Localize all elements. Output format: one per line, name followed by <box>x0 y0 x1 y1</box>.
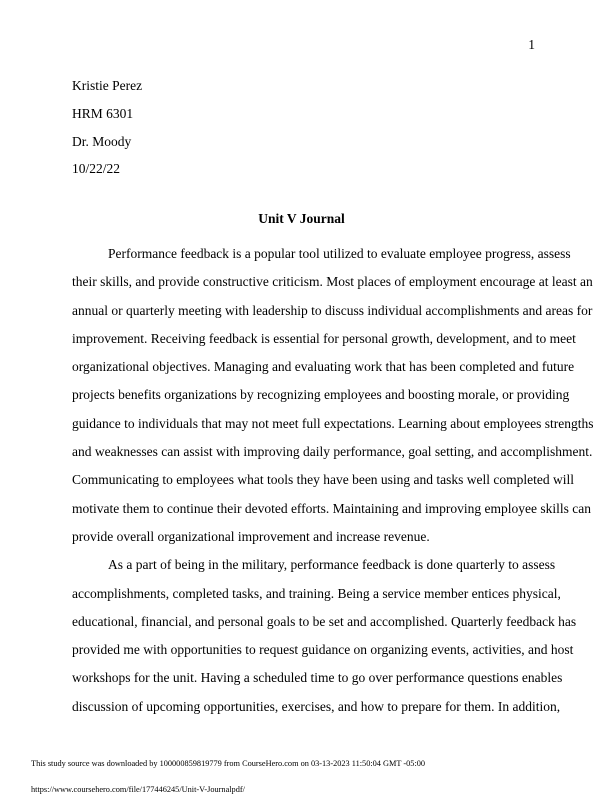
download-notice: This study source was downloaded by 100000859819779 from CourseHero.com on 03-13-2023 11:50:04 GMT -05:00 <box>31 759 426 768</box>
author-name: Kristie Perez <box>72 78 143 93</box>
text-line: Performance feedback is a popular tool utilized to evaluate employee progress, assess <box>108 246 571 261</box>
text-line: discussion of upcoming opportunities, exercises, and how to prepare for them. In addition, <box>72 698 561 714</box>
source-url: https://www.coursehero.com/file/177446245/Unit-V-Journalpdf/ <box>31 785 245 794</box>
text-line: As a part of being in the military, performance feedback is done quarterly to assess <box>108 557 556 573</box>
text-line: accomplishments, completed tasks, and training. Being a service member entices physical, <box>72 585 561 601</box>
text-line: motivate them to continue their devoted efforts. Maintaining and improving employee skills can <box>72 500 592 516</box>
instructor-name: Dr. Moody <box>72 133 132 149</box>
text-line: projects benefits organizations by recognizing employees and boosting morale, or providing <box>72 387 570 403</box>
page-number: 1 <box>528 37 535 52</box>
page-title: Unit V Journal <box>258 211 345 226</box>
text-line: organizational objectives. Managing and evaluating work that has been completed and future <box>72 359 575 375</box>
text-line: educational, financial, and personal goals to be set and accomplished. Quarterly feedback has <box>72 613 577 629</box>
body-text <box>72 240 594 721</box>
course-code: HRM 6301 <box>72 105 134 121</box>
text-line: Communicating to employees what tools they have been using and tasks well completed will <box>72 472 575 488</box>
text-line: provide overall organizational improvement and increase revenue. <box>72 528 430 544</box>
text-line: workshops for the unit. Having a scheduled time to go over performance questions enables <box>72 670 563 686</box>
text-line: annual or quarterly meeting with leadership to discuss individual accomplishments and areas for <box>72 302 593 318</box>
header-block <box>72 72 142 183</box>
text-line: their skills, and provide constructive criticism. Most places of employment encourage at least an <box>72 274 593 290</box>
text-line: provided me with opportunities to request guidance on organizing events, activities, and host <box>72 642 574 658</box>
text-line: improvement. Receiving feedback is essential for personal growth, development, and to meet <box>72 330 576 346</box>
text-line: guidance to individuals that may not meet full expectations. Learning about employees strengths <box>72 415 594 431</box>
text-line: and weaknesses can assist with improving daily performance, goal setting, and accomplishment. <box>72 444 593 460</box>
document-date: 10/22/22 <box>72 161 121 177</box>
